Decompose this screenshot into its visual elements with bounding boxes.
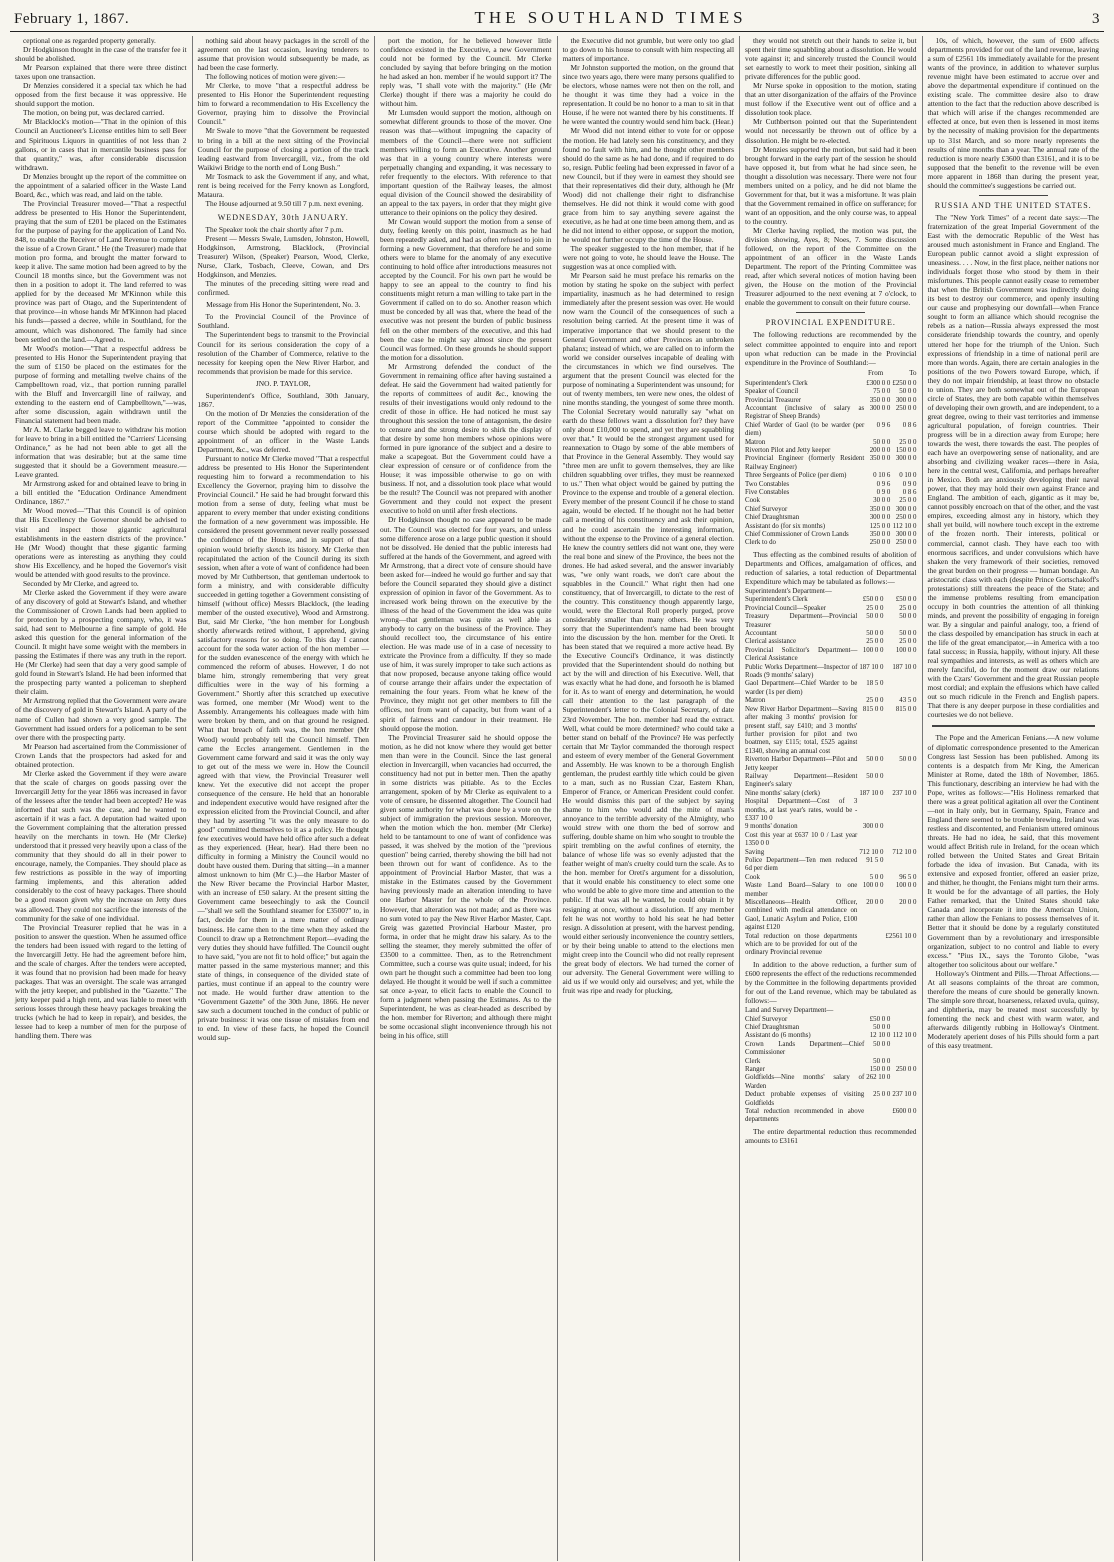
paragraph: Mr Nurse spoke in opposition to the motion, stating that an utter disorganization of the affairs of the Province must follow if the Executive went out of office and a dissolution took place. bbox=[745, 81, 917, 118]
table-amount: 50 0 0 bbox=[899, 756, 917, 764]
expenditure-table bbox=[745, 588, 917, 958]
table-item-label: Accountant (inclusive of salary as Registrar of Sheep Brands) bbox=[745, 404, 865, 421]
column-3 bbox=[375, 36, 558, 1561]
table-amount bbox=[890, 1041, 916, 1058]
table-row bbox=[745, 790, 917, 798]
table-row bbox=[745, 1024, 917, 1032]
table-amount bbox=[883, 588, 916, 596]
table-amount: 250 0 0 bbox=[895, 404, 917, 412]
expenditure-table bbox=[745, 1007, 917, 1125]
table-row bbox=[745, 497, 917, 505]
table-row bbox=[745, 1016, 917, 1024]
paragraph: The House adjourned at 9.50 till 7 p.m. next evening. bbox=[205, 198, 364, 208]
column-4 bbox=[558, 36, 741, 1561]
table-item-label: Goldfields—Nine months' salary of Warden bbox=[745, 1074, 865, 1090]
table-item-label: Gaol Department—Chief Warder to be warder (1s per diem) bbox=[745, 680, 858, 696]
table-amount: 200 0 0 bbox=[869, 446, 891, 454]
table-amount bbox=[857, 798, 883, 823]
table-amount: 300 0 0 bbox=[895, 531, 917, 538]
table-amount bbox=[890, 1074, 916, 1091]
paragraph: Dr Menzies supported the motion, but said had it been brought forward in the early part of the session he should have opposed it, but from what he had since seen, he thought a dissolution was necessary. There were not four members united on a policy, and he did not blame the Government for that, but it was a misfortune. It was plain that the Government remained in office on sufferance; for want of an opposition, and the only course was, to appeal to the country. bbox=[745, 144, 917, 226]
table-row bbox=[745, 630, 917, 638]
table-amount: 237 10 0 bbox=[892, 789, 917, 797]
paragraph: nothing said about heavy packages in the scroll of the agreement on the last occasion, leaving tenderers to assume that provision would subsequently be made, as had been the case formerly. bbox=[197, 36, 369, 73]
article-divider bbox=[932, 725, 1096, 727]
table-amount: 25 0 0 bbox=[899, 638, 917, 646]
table-item-label: Provincial Council—Speaker bbox=[745, 604, 826, 612]
paragraph: Mr Armstrong defended the conduct of the Government in remaining office after having sustained a defeat. He said the Government had waited patiently for the reports of committees of audit &c., knowing the results of their investigations would only redound to the credit of those in office. He had noticed he must say throughout this session the tone of antagonism, the desire to censure and the strong desire to shirk the display of that desire by some hon members whose opinions were formed in pure ignorance of the subject and a desire to make a scapegoat. But the Government could have a clear expression of censure or of confidence from the House; it was impossible otherwise to go on with business. If not, and a dissolution took place what would be the result? The Council was not prepared with another Government and they could not expect the present executive to hold on until after fresh elections. bbox=[380, 361, 552, 516]
paragraph: The entire departmental reduction thus recommended amounts to £3161 bbox=[745, 1126, 917, 1145]
table-item-label: Clerk bbox=[745, 1057, 761, 1065]
table-row bbox=[745, 1108, 917, 1125]
table-item-label: Ranger bbox=[745, 1065, 765, 1073]
table-amount: 350 0 0 bbox=[869, 455, 891, 463]
paragraph: Mr Blacklock's motion—"That in the opinion of this Council an Auctioneer's License entitles him to sell Beer and Spirituous Liquors in quantities of not less than 2 gallons, or in cases that in mercantile business pass for that quantity," was, after considerable discussion withdrawn. bbox=[15, 117, 187, 172]
table-amount: 43 5 0 bbox=[899, 697, 917, 705]
table-amount: 112 10 0 bbox=[892, 522, 917, 530]
table-amount: 25 0 0 bbox=[873, 1091, 891, 1099]
table-amount: 150 0 0 bbox=[869, 1065, 891, 1073]
table-row bbox=[745, 455, 917, 472]
table-amount: 187 10 0 bbox=[859, 663, 884, 671]
table-item-label: New River Harbor Department—Saving after making 3 months' provision for present staff, say £410; and 3 months' further provision for pilot and two boatmen, say £115; total, £525 against £1340, showing an annual cost bbox=[745, 705, 858, 755]
paragraph: Mr Cowan would support the motion from a sense of duty, feeling keenly on this point, inasmuch as he had been repeatedly asked, and had as often refused to join in forming a new Government, that therefore he and some others were to blame for the anomaly of any executive continuing to hold office after introductions measures not accepted by the Council. For his own part he would be happy to see an appeal to the country to find his constituents might return a man willing to take part in the Government if called on to do so. Another reason which must be conceded by all was that, where the head of the executive was not present the burden of public business fell on the other members of the executive, and this had been the case he might say almost since the present Council was formed. On these grounds he should support the motion for a dissolution. bbox=[380, 216, 552, 362]
table-row bbox=[745, 1032, 917, 1040]
table-item-label: Matron bbox=[745, 697, 766, 705]
table-amount: 815 0 0 bbox=[895, 705, 917, 713]
table-row bbox=[745, 1091, 917, 1108]
paragraph: Mr Cuthbertson pointed out that the Superintendent would not necessarily be thrown out of office by a dissolution. He might be re-elected. bbox=[745, 117, 917, 145]
paragraph: The "New York Times" of a recent date says:—The fraternization of the great Imperial Government of the East with the democratic Republic of the West has aroused much astonishment in France and England. The European public cannot avoid a slight expression of uneasiness. . . . Now, in the first place, neither nations nor individuals forget those who stood by them in their misfortunes. This people cannot easily cease to remember that when the British Government was indirectly doing its best to destroy our commerce, and openly insulting our cause and prophesying our downfall—when France sought to form an alliance which should recognise the rebels as a nation—Russia always expressed the most considerate friendship towards the country, and openly uttered her hope for the triumph of the Union. Such expressions of friendship in a time of national peril are more than words. Again, there are certain analogies in the positions of the two Powers toward Europe, which, if they do not impair friendship, at least throw no obstacle to union. They are both somewhat out of the European circle of States, they are both capable within themselves of developing their own growth, and are independent, to a great degree, owing to their vast territories and immense agricultural population, of foreign countries. Their progress will be in a direction away from Europe; here towards the west, there towards the east. The peoples of each have an overpowering sense of nationality, and are absorbing and civilizing weaker races—there in Asia, here in the central west, California, and perhaps hereafter in Mexico. Both are anxiously developing their naval power, that they may hold their own against France and England. The ambition of each, gigantic as it may be, cannot possibly encroach on that of the other, and the vast empires, exceeding almost any in history, which they shall yet build, will nowhere touch except in the extreme of the frozen north. Their interests, political or commercial, cannot clash. They have each too with enormous sacrifices, and under convulsions which have shaken the very framework of their societies, removed the great burden on their progress — human bondage. An aristocratic class with each (despite Prince Gortschakoff's protestations) still threatens the peace of the State; and the immense problems resulting from emancipation occupy in both countries the attention of all thinking minds, and prevent the possibility of engaging in foreign war. By a singular and painful analogy, too, a friend of the class despoiled by emancipation has struck in each at the life of the great emancipator,—in America with a too fatal success; in Russia, happily, without injury. All these real sympathies and interests, as well as others which are merely fanciful, do for the moment draw our relations with the Czars' Government and the great Russian people most cordial; and explain the effusions which have called out so much ridicule in the French and English papers. That there is any deeper purpose in these cordialities and courtesies we do not believe. bbox=[927, 212, 1099, 720]
table-item-label: Land and Survey Department— bbox=[745, 1007, 834, 1015]
table-amount: 25 0 0 bbox=[866, 604, 884, 612]
table-amount: 12 10 0 bbox=[869, 1032, 891, 1040]
table-amount: 0 8 6 bbox=[902, 488, 917, 496]
table-amount bbox=[890, 1058, 916, 1066]
table-amount: 20 0 0 bbox=[899, 899, 917, 907]
table-item-label: Public Works Department—Inspector of Roads (9 months' salary) bbox=[745, 663, 858, 680]
table-amount: 300 0 0 bbox=[895, 505, 917, 513]
table-item-label: Chief Warder of Gaol (to be warder (per diem) bbox=[745, 421, 865, 438]
table-row bbox=[745, 849, 917, 857]
table-amount: 0 9 0 bbox=[876, 488, 891, 496]
table-item-label: Chief Draughtsman bbox=[745, 514, 800, 522]
table-amount bbox=[857, 588, 883, 596]
table-amount: £50 0 0 bbox=[862, 596, 884, 604]
table-row bbox=[745, 882, 917, 899]
table-amount: 0 10 0 bbox=[899, 472, 917, 480]
paragraph: In addition to the above reduction, a further sum of £600 represents the effect of the reductions recommended by the Committee in the following departments provided for out of the Land revenue, which may be tabulated as follows:— bbox=[745, 959, 917, 1006]
table-item-label: Provincial Engineer (formerly Resident Railway Engineer) bbox=[745, 455, 865, 471]
expenditure-table bbox=[745, 380, 917, 548]
table-item-label: Clerical assistance bbox=[745, 638, 797, 646]
table-amount: 712 10 0 bbox=[892, 848, 917, 856]
table-amount: 100 0 0 bbox=[895, 646, 917, 654]
table-row bbox=[745, 874, 917, 882]
table-amount: 187 10 0 bbox=[892, 663, 917, 671]
table-amount bbox=[883, 773, 916, 790]
paragraph: The Speaker took the chair shortly after 7 p.m. bbox=[205, 224, 344, 234]
paragraph: Mr Swale to move "that the Government be requested to bring in a bill at the next sitting of the Provincial Council for the purpose of closing a portion of the track leading eastward from Invercargill, viz., from the old Waikiwi Bridge to the north end of Long Bush." bbox=[197, 126, 369, 172]
table-item-label: Total reduction recommended in above departments bbox=[745, 1107, 865, 1124]
newspaper-title: THE SOUTHLAND TIMES bbox=[474, 8, 747, 27]
paragraph: Mr Pearson said he must preface his remarks on the motion by stating he spoke on the subject with perfect impartiality, inasmuch as he had determined to resign immediately after the present session was over. He would now warn the Council of the consequences of such a resolution being carried. At the present time it was of imperative importance that we should present to the General Government and other Provinces an unbroken phalanx; instead of which, we are called on to inform the world we consider ourselves incapable of dealing with the circumstances in which we find ourselves. The argument that the present Council was elected for the purpose of nominating a Superintendent was unsound; for out of twenty members, ten were new ones, the oldest of nine months standing, the youngest of some three month. The Colonial Secretary would naturally say "what on earth do these fellows want a dissolution for? they have only about £10,000 to spend, and yet they are squabbling over that." It would be the strongest argument used for reannexation to Otago by some of the able members of that Province in the General Assembly. They would say "three men are unfit to govern themselves, they are like children squabbling over trifles, they must be reannexed to us." Then what object would be gained by putting the Province to the expense and trouble of a general election. Every member of the present Council if he chose to stand again, would be elected. If he thought not he had better call a meeting of his constituency and ask their opinion, and he could ascertain the interesting information, without the expense to the Province of a general election. He knew the country settlers did not want one, they were the real bone and sinew of the Province, the bees not the drones. He had asked several, and the answer invariably was, "we only want roads, we don't care about the squabbles in the Council." What right then had one constituency, that of Invercargill, to dictate to the rest of the country. This constituency though apparently large, would, were the Electoral Roll properly purged, prove considerably smaller than many others. He was very sorry that the Superintendent's name had been brought into the discussion by the hon. member for the Oreti. It has been stated that we required a more active head. By the Executive Council's Ordinance, it was distinctly provided that the Superintendent should do nothing but act by the will and direction of his Executive. Well, that was exactly what he had done, and forsooth he is blamed for it. As to want of energy and determination, he would call their attention to the last paragraph of the Superintendent's letter to the Colonial Secretary, of date 23rd November. The hon. member had read the extract. Well, what could be more determined? who could take a better stand on behalf of the Province? He was perfectly certain that Mr Taylor commanded the thorough respect and esteem of every member of the General Government and Assembly. He was known to be a thorough English gentleman, the prudest earthly title which could be given to a man, such as no Russian Czar, Eastern Khan, Emperor of France, or American President could confer. He would dismiss this part of the subject by saying shame to him who would add the mite of man's annoyance to the terrible adversity of the Almighty, who would strew with one thorn the bed of sorrow and suffering, double shame on him who sought to trouble the spirit trembling on the awful confines of eternity, the balance of whose life was so evenly adjusted that the feather weight of man's cruelty could turn the scale. As to the hon. member for Oreti's argument for a dissolution, that it would enable his constituency to elect some one who would be able to give more time and attention to the public. If that was all he wanted, he could obtain it by resigning at once, without a dissolution. If any member felt he was not worthy to hold his seat he had better resign. A dissolution at present, with the harvest pending, would either seriously inconvenience the country settlers, or by their being unable to attend to the elections men might creep into the Council who did not really represent the great body of electors. We had turned the corner of our adversity. The General Government were willing to aid us if we would only aid ourselves; and yet, while the fruit was ripe and ready for plucking, bbox=[562, 271, 734, 995]
table-row bbox=[745, 933, 917, 958]
table-row bbox=[745, 388, 917, 396]
paragraph: Mr Clerke having replied, the motion was put, the division showing, Ayes, 8; Noes, 7. Some discussion followed, on the report of the Committee on the appointment of an officer in the Waste Lands Department. The report of the Printing Committee was read, after which several notices of motion having been given, the House on the motion of the Provincial Treasurer adjourned to the next evening at 7 o'clock, to enable the government to consult on their future course. bbox=[745, 225, 917, 308]
table-amount: 100 0 0 bbox=[895, 882, 917, 890]
table-amount: 300 0 0 bbox=[895, 455, 917, 463]
table-item-label: Saving bbox=[745, 848, 765, 856]
paragraph: Mr Clerke asked the Government if they were aware of any discovery of gold at Stewart's Island, and whether the Commissioner of Crown Lands had been applied to for protection by a prospecting company, who, it was said, had sent to Melbourne a fine sample of gold. He asked this question for the general information of the Council. It might have some weight with the members in passing the Estimates if there was any truth in the report. He (Mr Clerke) had seen that day a very good sample of gold found in Stewart's Island. He had been informed that the prospecting party wanted a policeman to shepherd their claim. bbox=[15, 587, 187, 697]
table-row bbox=[745, 756, 917, 773]
table-amount: 250 0 0 bbox=[895, 1065, 917, 1073]
paragraph: Mr Johnston supported the motion, on the ground that since two years ago, there were many persons qualified to be electors, whose names were not then on the roll, and he thought it was time they had a voice in the representation. It could be no honor to a man to sit in that House, if he were not wanted there by his constituents. If he were wanted the country would send him back. (Hear.) bbox=[562, 63, 734, 127]
table-row bbox=[745, 638, 917, 646]
table-row bbox=[745, 647, 917, 664]
paragraph: The speaker suggested to the hon member, that if he were not going to vote, he should leave the House. The suggestion was at once complied with. bbox=[562, 244, 734, 272]
table-amount: 50 0 0 bbox=[866, 613, 884, 621]
paragraph: Mr Lumsden would support the motion, although on somewhat different grounds to those of the mover. One reason was that—without impugning the capacity of members of the Council—there were not sufficient members willing to form an Executive. Another ground was that in a young country where interests were perpetually changing and expanding, it was necessary to refer frequently to the electors. With reference to that important question of the Railway leases, the almost equal division of the Council showed the desirability of an appeal to the tax payers, in order that they might give utterance to their opinions on the policy they desired. bbox=[380, 108, 552, 217]
paragraph: The Pope and the American Fenians.—A new volume of diplomatic correspondence presented to the American Congress last Session has been published. Among its contents is a despatch from Mr King, the American Minister at Rome, dated the 18th of November, 1865. This functionary, describing an interview he had with the Pope, writes as follows:—"His Holiness remarked that there was a great political agitation all over the Continent—not in Italy only, but in Germany, Spain, France and England there seemed to be trouble brewing. Ireland was restless and discontented, and Fenianism uttered ominous threats. He had no idea, he said, that this movement would affect British rule in Ireland, for the ocean which rolled between the United States and Great Britain forbade the idea of invasion. But Canada, with its extensive and exposed frontier, offered an easier prize, and thither, he thought, the Fenians might turn their arms. It would be for the advantage of all parties, the Holy Father remarked, that the United States should take Canada and incorporate it into the American Union, rather than allow the Fenians to possess themselves of it. Better that it should be done by a regularly constituted Government than by a revolutionary and irresponsible organization, subject to no control and liable to every excess." "Pius IX., says the Toronto Globe, "was altogether too solicitous about our welfare." bbox=[927, 733, 1099, 969]
table-row bbox=[745, 447, 917, 455]
table-amount: 0 9 6 bbox=[876, 480, 891, 488]
table-amount: 112 10 0 bbox=[892, 1032, 917, 1040]
table-amount: 150 0 0 bbox=[895, 446, 917, 454]
table-amount: 30 0 0 bbox=[873, 497, 891, 505]
table-amount: 50 0 0 bbox=[873, 1023, 891, 1031]
paragraph: Mr Wood did not intend either to vote for or oppose the motion. He had lately seen his constituency, and they found no fault with him, and he thought other members should do the same as he had done, and if required to do so, resign. Public feeling had been expressed in favor of a new Council, but if they were in earnest they should see that their representatives did their duty, although he (Mr Wood) did not challenge their right to disfranchise themselves. He did not think it would come with good grace from him to say anything severe against the executive, as he had at one time been among them, and as he did not intend to either oppose, or support the motion, he would not further occupy the time of the House. bbox=[562, 126, 734, 245]
paragraph: Mr Wood moved—"That this Council is of opinion that His Excellency the Governor should be advised to visit and inspect those gigantic agricultural establishments in the eastern districts of the province." He (Mr Wood) thought that these gigantic farming operations were as interesting as anything they could show His Excellency, and he hoped the Governor's visit would be attended with good results to the province. bbox=[15, 506, 187, 579]
table-item-label: Superintendent's Clerk bbox=[745, 379, 808, 387]
table-item-label: Chief Surveyor bbox=[745, 505, 788, 513]
table-amount: £600 0 0 bbox=[892, 1107, 917, 1115]
table-amount bbox=[883, 680, 916, 697]
paragraph: Dr Hodgkinson thought in the case of the transfer fee it should be abolished. bbox=[15, 45, 187, 64]
paragraph: Mr Wood's motion—"That a respectful address be presented to His Honor the Superintendent praying that the sum of £150 be placed on the estimates for the purpose of forming and metalling twelve chains of the Campbelltown road, viz., that portion running parallel with the Bluff and Invercargill line of railway, and extending to the eastern end of Campbelltown,"—was, after some discussion, again withdrawn until the Financial statement had been made. bbox=[15, 343, 187, 425]
paragraph: To the Provincial Council of the Province of Southland. bbox=[197, 312, 369, 331]
table-amount: £50 0 0 bbox=[895, 596, 917, 604]
table-row bbox=[745, 1058, 917, 1066]
table-amount: 25 0 0 bbox=[899, 604, 917, 612]
column-5 bbox=[740, 36, 923, 1561]
table-amount: 0 9 0 bbox=[902, 480, 917, 488]
page-number: 3 bbox=[1092, 11, 1100, 27]
table-row bbox=[745, 531, 917, 539]
table-item-label: Superintendent's Department— bbox=[745, 588, 832, 595]
table-amount: 20 0 0 bbox=[866, 899, 884, 907]
table-row bbox=[745, 857, 917, 874]
table-amount: 350 0 0 bbox=[869, 505, 891, 513]
table-amount bbox=[883, 857, 916, 874]
table-item-label: Assistant do (for six months) bbox=[745, 522, 826, 530]
paragraph: Dr Hodgkinson thought no case appeared to be made out. The Council was elected for four years, and unless some difference arose on a large public question it should not be dissolved. He denied that the public interests had suffered at the hands of the Government, and agreed with Mr Armstrong, that a direct vote of censure should have been asked for—indeed he would go further and say that before the Council separated they should give a distinct expression of opinion in favor of the Government. As to increased work being thrown on the executive by the illness of the head of the Government the idea was quite wrong—that gentleman was quite as well able as anybody to carry on the business of the Province. They should recollect too, the circumstance of his entire election. He was made use of in a case of necessity to extricate the Province from a difficulty. If they so made use of him, it was surely improper to take such actions as that now proposed, because anyone taking office would of course arrange their affairs under the expectation of remaining the four years. From what he knew of the Province, they might not get other members to fill the offices, not from want of capacity, but from want of a spirit of fairness and candour in their treatment. He should oppose the motion. bbox=[380, 515, 552, 733]
table-item-label: Speaker of Council bbox=[745, 388, 799, 396]
table-amount bbox=[883, 832, 916, 849]
table-amount: 237 10 0 bbox=[892, 1091, 917, 1099]
paragraph: Mr Pearson explained that there were three distinct taxes upon one transaction. bbox=[15, 63, 187, 82]
table-amount: 0 10 6 bbox=[873, 472, 891, 480]
table-item-label: Treasury Department—Provincial Treasurer bbox=[745, 613, 858, 629]
table-item-label: Deduct probable expenses of visiting Goldfields bbox=[745, 1091, 865, 1107]
column-1 bbox=[10, 36, 193, 1561]
table-row bbox=[745, 605, 917, 613]
paragraph: Seconded by Mr Clerke, and agreed to. bbox=[23, 578, 139, 588]
columns-container bbox=[10, 36, 1104, 1561]
table-item-label: Chief Surveyor bbox=[745, 1015, 788, 1023]
table-row bbox=[745, 1074, 917, 1091]
paragraph: port the motion, for he believed however little confidence existed in the Executive, a new Government could not be formed by the Council. Mr Clerke concluded by saying that before bringing on the motion he had asked an hon. member if he would support it? The reply was, "I shall vote with the majority." (He (Mr Clerke) thought if there was a majority he could do without him. bbox=[380, 36, 552, 109]
table-amount: 18 5 0 bbox=[866, 680, 884, 688]
table-row bbox=[745, 798, 917, 823]
table-amount: 815 0 0 bbox=[862, 705, 884, 713]
table-row bbox=[745, 697, 917, 705]
table-row bbox=[745, 773, 917, 790]
table-amount: 262 10 0 bbox=[866, 1074, 891, 1082]
table-amount: 350 0 0 bbox=[869, 396, 891, 404]
table-item-label: Provincial Treasurer bbox=[745, 396, 802, 404]
table-amount: 250 0 0 bbox=[895, 539, 917, 547]
table-item-label: Five Constables bbox=[745, 488, 790, 496]
section-heading: WEDNESDAY, 30th JANUARY. bbox=[217, 212, 349, 222]
table-amount bbox=[890, 1024, 916, 1032]
table-item-label: Police Department—Ten men reduced 6d per diem bbox=[745, 857, 858, 873]
table-amount: £50 0 0 bbox=[869, 1015, 891, 1023]
table-row bbox=[745, 664, 917, 681]
table-amount: 50 0 0 bbox=[899, 630, 917, 638]
column-6 bbox=[923, 36, 1105, 1561]
table-amount: 50 0 0 bbox=[866, 772, 884, 780]
table-amount: 25 0 0 bbox=[899, 497, 917, 505]
sub-heading: Message from His Honor the Superintendent, No. 3. bbox=[206, 300, 361, 310]
paragraph: The motion, on being put, was declared carried. bbox=[23, 108, 165, 118]
table-row bbox=[745, 832, 917, 849]
table-item-label: Cook bbox=[745, 873, 760, 881]
table-amount: 712 10 0 bbox=[859, 848, 884, 856]
table-header bbox=[745, 369, 917, 378]
section-divider bbox=[796, 312, 865, 313]
paragraph: Dr Menzies brought up the report of the committee on the appointment of a salaried officer in the Waste Land Board, &c., which was read, and laid on the table. bbox=[15, 171, 187, 199]
table-header-cell: To bbox=[909, 368, 917, 377]
table-amount: 50 0 0 bbox=[873, 438, 891, 446]
paragraph: The minutes of the preceding sitting were read and confirmed. bbox=[197, 279, 369, 298]
table-item-label: Total reduction on those departments which are to be provided for out of the ordinary Provincial revenue bbox=[745, 932, 858, 957]
table-amount: 50 0 0 bbox=[873, 1040, 891, 1048]
table-item-label: Accountant bbox=[745, 630, 777, 638]
sub-heading: JNO. P. TAYLOR, bbox=[255, 378, 311, 388]
issue-date: February 1, 1867. bbox=[14, 11, 130, 27]
table-row bbox=[745, 539, 917, 547]
table-item-label: Clerk to do bbox=[745, 539, 777, 547]
table-row bbox=[745, 823, 917, 831]
table-amount bbox=[883, 823, 916, 831]
table-row bbox=[745, 380, 917, 388]
paragraph: Superintendent's Office, Southland, 30th January, 1867. bbox=[197, 390, 369, 409]
table-row bbox=[745, 596, 917, 604]
table-row bbox=[745, 613, 917, 630]
paragraph: Mr Tosmack to ask the Government if any, and what, rent is being received for the Ferry known as Longford, Mataura. bbox=[197, 171, 369, 199]
table-amount: 0 8 6 bbox=[902, 421, 917, 429]
table-row bbox=[745, 706, 917, 756]
paragraph: they would not stretch out their hands to seize it, but spent their time squabbling about a dissolution. He would vote against it; and sincerely trusted the Council would set earnestly to work to meet their position, sinking all private differences for the public good. bbox=[745, 36, 917, 82]
table-item-label: 9 months' donation bbox=[745, 823, 798, 831]
table-amount bbox=[857, 832, 883, 849]
table-item-label: Hospital Department—Cost of 3 months, at last year's rates, would be - £337 10 0 bbox=[745, 798, 858, 822]
paragraph: Mr Pearson had ascertained from the Commissioner of Crown Lands that the prospectors had asked for and obtained protection. bbox=[15, 741, 187, 769]
table-item-label: Waste Land Board—Salary to one member bbox=[745, 882, 858, 898]
masthead bbox=[10, 6, 1104, 32]
table-item-label: Provincial Solicitor's Department—Clerical Assistance bbox=[745, 646, 858, 663]
table-row bbox=[745, 514, 917, 522]
table-amount: 25 0 0 bbox=[866, 638, 884, 646]
table-item-label: Three Sergeants of Police (per diem) bbox=[745, 472, 847, 480]
table-amount bbox=[864, 1007, 890, 1015]
table-row bbox=[745, 899, 917, 933]
paragraph: Mr Clerke asked the Government if they were aware that the scale of charges on goods passing over the Invercargill Jetty for the year 1866 was increased in favor of the lessees after the tender had been accepted? He was informed that such was the case, and he wanted to ascertain if it was a fact. A deputation had waited upon the Government complaining that the alteration pressed heavily on the merchants in town. He (Mr Clerke) understood that it pressed very heavily upon a class of the community that they should do all in their power to encourage, namely, the Companies. They should place as few restrictions as possible in the way of importing farming implements, and this alteration added considerably to the cost of heavy packages. There should be a good reason given why the increase on Jetty dues was allowed. They could not sacrifice the interests of the community for the sake of one individual. bbox=[15, 768, 187, 923]
table-amount: 50 0 0 bbox=[866, 756, 884, 764]
table-amount: 25 0 0 bbox=[899, 438, 917, 446]
paragraph: Present — Messrs Swale, Lumsden, Johnston, Howell, Hodgkinson, Armstrong, Blacklock, (Provincial Treasurer) Wilson, (Speaker) Pearson, Wood, Clerke, Nurse, Clark, Tosbach, Cleeve, Cowan, and Drs Hodgkinson, and Menzies. bbox=[197, 233, 369, 280]
table-row bbox=[745, 472, 917, 480]
table-amount: 50 0 0 bbox=[899, 388, 917, 396]
table-item-label: Crown Lands Department—Chief Commissioner bbox=[745, 1040, 865, 1057]
paragraph: ceptional one as regarded property generally. bbox=[23, 36, 156, 45]
section-divider bbox=[979, 195, 1048, 196]
table-amount: 187 10 0 bbox=[859, 789, 884, 797]
table-amount: 0 9 6 bbox=[876, 421, 891, 429]
table-amount: 100 0 0 bbox=[862, 882, 884, 890]
paragraph: 10s, of which, however, the sum of £600 affects departments provided for out of the land revenue, leaving a sum of £2561 10s immediately available for the present wants of the province, in addition to whatever surplus revenue might have been estimated to accrue over and above the departmental expenditure if continued on the existing scale. The committee desire also to draw attention to the fact that the reduction above described is that which will arise if the changes recommended are effected at once, but even then is lessened in most items by the necessity of making provision for the departments up to 31st March, and so more nearly represents the results of nine months than a year. The annual rate of the reduction is more nearly £3600 than £3161, and it is to be supposed that the benefit to the revenue will be even more apparent in 1868 than during the present year, should the committee's suggestions be carried out. bbox=[927, 36, 1099, 190]
paragraph: On the motion of Dr Menzies the consideration of the report of the Committee "appointed to consider the course which should be adopted with regard to the appointment of an officer in the Waste Lands Department, &c., was deferred. bbox=[197, 408, 369, 455]
table-item-label: Riverton Pilot and Jetty keeper bbox=[745, 446, 831, 454]
table-amount: 300 0 0 bbox=[862, 823, 884, 831]
table-item-label: Chief Draughtsman bbox=[745, 1023, 800, 1031]
table-amount: 125 0 0 bbox=[869, 522, 891, 530]
table-amount: 350 0 0 bbox=[869, 531, 891, 538]
column-2 bbox=[193, 36, 376, 1561]
paragraph: Pursuant to notice Mr Clerke moved "That a respectful address be presented to His Honor the Superintendent requesting him to forward a recommendation to his Excellency the Governor, praying him to dissolve the Provincial Council." He said he had brought forward this motion from a sense of duty, feeling what must be apparent to every member that under existing conditions the formation of a new government was impossible. He considered the present government never really possessed the confidence of the House, and in support of that opinion would briefly sketch its history. Mr Clerke then recapitulated the action of the Council during its sixth session, when after a vote of want of confidence had been moved by Mr Cuthbertson, that gentleman undertook to form a ministry, and with considerable difficulty succeeded in getting together a Government consisting of himself (without office) Messrs Blacklock, (the leading member of the ousted executive), Wood and Armstrong. But, said Mr Clerke, "the hon member for Longbush shortly afterwards retired without, I apprehend, giving satisfactory reasons for so doing. To this day I cannot account for the soda water action of the hon member — for the sudden evanescence of the energy with which he commenced the reform of abuses. However, I do not blame him, strongly remembering that very great difficulties were in the way of his forming a Government." Shortly after this scratched up executive was formed, one member (Mr Wood) went to the Assembly. Arrangements his colleagues made with him were broken by them, and on that ground he resigned. What that breach of faith was, the hon member (Mr Wood) would probably tell the Council himself. Then came the Eccles arrangement. Gentlemen in the Government came forward and said it was the only way to get out of the mess we were in. How the Council agreed with that view, the Provincial Treasurer well knew. Yet the executive did not accept the proper consequence of the censure. He held that an honorable and independent executive would have resigned after the expression elicited from the Provincial Council, and after they had by asserting "it was the only measure to do good" committed themselves to it as a policy. He thought few executives would have held office after such a defeat as they experienced. (Hear, hear). Had there been no difficulty in forming a Ministry the Council would no doubt have ousted them. During that sitting—in a manner almost unknown to him (Mr C.)—the Harbor Master of the New River became the Provincial Harbor Master, with an increase of £50 salary. At the present sitting the Government came beseechingly to ask the Council—"shall we sell the Southland steamer for £3500?" to, in fact, decide for them in a mere matter of ordinary business. He came then to the time when they asked the Council to draw up a Retrenchment Report—evading the very duties they should have fulfilled. The Council ought to have said, "you are not fit to hold office;" but again the matter passed in the same mysterious manner; and this state of things, in consequence of the divided state of parties, must continue if an appeal to the country were not made. He would further draw attention to the "Government Gazette" of the 30th June, 1866. He never saw such a document touched in the conduct of public or private business: it was one tissue of mistakes from end to end. In view of these facts, he hoped the Council would sup- bbox=[197, 454, 369, 1043]
table-amount: £250 0 0 bbox=[892, 379, 917, 387]
table-amount: 96 5 0 bbox=[899, 873, 917, 881]
table-item-label: Cook bbox=[745, 497, 760, 505]
section-heading: PROVINCIAL EXPENDITURE. bbox=[765, 318, 896, 328]
table-row bbox=[745, 588, 917, 596]
table-item-label: Cost this year at £637 10 0 / Last year 1350 0 0 bbox=[745, 831, 858, 848]
paragraph: The following notices of motion were given:— bbox=[205, 72, 346, 82]
table-amount: 100 0 0 bbox=[862, 646, 884, 654]
table-amount: 50 0 0 bbox=[866, 630, 884, 638]
table-amount: 300 0 0 bbox=[869, 404, 891, 412]
table-amount: 5 0 0 bbox=[869, 873, 884, 881]
table-amount: £2561 10 0 bbox=[885, 932, 917, 940]
table-row bbox=[745, 422, 917, 439]
paragraph: Mr A. M. Clarke begged leave to withdraw his motion for leave to bring in a bill entitled the "Carriers' Licensing Ordinance," as he had not been able to get all the information that was desirable; but at the same time suggested that it should be a Government measure.—Leave granted. bbox=[15, 425, 187, 480]
table-row bbox=[745, 489, 917, 497]
table-amount bbox=[890, 1007, 916, 1015]
table-amount: 50 0 0 bbox=[899, 613, 917, 621]
table-row bbox=[745, 506, 917, 514]
table-item-label: Railway Department—Resident Engineer's salary bbox=[745, 772, 858, 789]
table-amount: 91 5 0 bbox=[866, 857, 884, 864]
table-row bbox=[745, 405, 917, 422]
paragraph: The Provincial Treasurer replied that he was in a position to answer the question. When he assumed office the tenders had been issued with regard to the letting of the Invercargill Jetty. He had the agreement before him, and the scale of charges. After the tenders were accepted, it was found that no provision had been made for heavy packages. That was an oversight. The scale was arranged with the jetty keeper, and published in the "Gazette." The jetty keeper paid a high rent, and was liable to meet with serious losses through these heavy packages breaking the trucks (which he had to keep in repair), and besides, the lessee had to keep a number of men for the purpose of handling them. There was bbox=[15, 922, 187, 1041]
table-row bbox=[745, 523, 917, 531]
paragraph: Mr Clerke, to move "that a respectful address be presented to His Honor the Superintendent requesting him to forward a recommendation to His Excellency the Governor, praying him to dissolve the Provincial Council." bbox=[197, 81, 369, 127]
table-item-label: Two Constables bbox=[745, 480, 790, 488]
paragraph: Dr Menzies considered it a special tax which he had opposed from the first because it was oppressive. He should support the motion. bbox=[15, 81, 187, 109]
table-item-label: Riverton Harbor Department—Pilot and Jetty keeper bbox=[745, 756, 858, 772]
table-amount bbox=[857, 933, 883, 958]
table-row bbox=[745, 1066, 917, 1074]
table-amount: 250 0 0 bbox=[895, 514, 917, 522]
table-item-label: Miscellaneous—Health Officer, combined with medical attendance on Gaol, Lunatic Asylum and Police, £100 against £120 bbox=[745, 899, 858, 932]
table-amount: 75 0 0 bbox=[873, 388, 891, 396]
table-item-label: Superintendent's Clerk bbox=[745, 596, 808, 604]
table-amount: 50 0 0 bbox=[873, 1057, 891, 1065]
paragraph: The following reductions are recommended by the select committee appointed to enquire into and report upon what reduction can be made in the Provincial expenditure in the Province of Southland:— bbox=[745, 330, 917, 367]
table-amount: £300 0 0 bbox=[866, 379, 891, 387]
table-row bbox=[745, 397, 917, 405]
paragraph: the Executive did not grumble, but were only too glad to go down to his house to consult with him respecting all matters of importance. bbox=[562, 36, 734, 64]
table-amount bbox=[883, 798, 916, 823]
table-item-label: Matron bbox=[745, 438, 766, 446]
paragraph: The Provincial Treasurer moved—"That a respectful address be presented to His Honor the Superintendent, praying that the sum of £201 be placed on the Estimates for the purpose of paying for the application of Land No. 848, to enable the Receiver of Land Revenue to complete the issue of a Crown Grant." He (the Treasurer) made that motion pro forma, and brought the matter forward to keep it alive. The same motion had been agreed to by the Council 18 months since, but the Government was not then in a position to adopt it. The land referred to was applied for by the deceased Mr M'Kinnon while this province was part of Otago, and the Superintendent of that province—in whose hands Mr M'Kinnon had placed his funds—passed a decree, while in Southland, for the amount, which was dishonored. The family had since been settled on the land.—Agreed to. bbox=[15, 198, 187, 344]
table-amount bbox=[890, 1016, 916, 1024]
table-amount: 250 0 0 bbox=[869, 539, 891, 547]
table-row bbox=[745, 680, 917, 697]
section-heading: RUSSIA AND THE UNITED STATES. bbox=[934, 200, 1092, 210]
paragraph: Holloway's Ointment and Pills.—Throat Affections.—At all seasons complaints of the throat are common, therefore the means of cure should be generally known. The simple sore throat, hoarseness, relaxed uvula, quinsy, and diphtheria, may be treated most successfully by fomenting the neck and chest with warm water, and afterwards diligently rubbing in Holloway's Ointment. Moderately aperient doses of his Pills should form a part of this easy treatment. bbox=[927, 968, 1099, 1051]
table-row bbox=[745, 481, 917, 489]
table-row bbox=[745, 439, 917, 447]
table-amount: 300 0 0 bbox=[869, 514, 891, 522]
paragraph: The Superintendent begs to transmit to the Provincial Council for its serious consideration the copy of a resolution of the Chamber of Commerce, relative to the necessity for keeping open the New River Harbor, and recommends that provision be made for this service. bbox=[197, 330, 369, 376]
table-amount: 300 0 0 bbox=[895, 396, 917, 404]
table-amount bbox=[864, 1108, 890, 1125]
table-amount: 25 0 0 bbox=[866, 697, 884, 705]
table-row bbox=[745, 1041, 917, 1058]
paragraph: Thus effecting as the combined results of abolition of Departments and Offices, amalgamation of offices, and reduction of salaries, a total reduction of Departmental Expenditure which may be tabulated as follows:— bbox=[745, 549, 917, 586]
paragraph: Mr Armstrong asked for and obtained leave to bring in a bill entitled the "Education Ordinance Amendment Ordinance, 1867." bbox=[15, 479, 187, 507]
table-item-label: Assistant do (6 months) bbox=[745, 1032, 811, 1040]
table-item-label: Chief Commissioner of Crown Lands bbox=[745, 531, 849, 538]
paragraph: The Provincial Treasurer said he should oppose the motion, as he did not know where they would get better men than were in the Council. Since the last general election in Invercargill, when vacancies had occurred, the constituency had not put in better men. Then the apathy in some districts was pitiable. As to the Eccles arrangement, spoken of by Mr Clerke as equivalent to a vote of censure, he dissented altogether. The Council had given some authority for what was done by a vote on the subject of immigration the previous session. Moreover, when the motion which the hon. member (Mr Clerke) held to be tantamount to one of want of confidence was passed, it was shelved by the motion of the "previous question" being carried, thereby showing the bill had not been thrown out for want of confidence. As to the appointment of Provincial Harbor Master, that was a mistake in the Estimates caused by the Government having previously made an alteration intending to have one Harbor Master for the whole of the Province. However, that alteration was not made; and as there was no sum voted to pay the New River Harbor Master, Capt. Greig was gazetted Provincial Harbour Master, pro forma, in order that he might draw his salary. As to the selling the steamer, they merely submitted the offer of £3500 to a committee. Then, as to the Retrenchment Committee, such a course was quite usual; indeed, for his own part he thought such a committee had been too long delayed. He thought it would be well if such a committee sat once a-year, to elicit facts to enable the Council to form a judgment when passing the Estimates. As to the Superintendent, he was as clear-headed as described by the hon. member for Riverton; and although there might be some occasional slight inconvenience through his not being in his office, still bbox=[380, 732, 552, 1041]
table-header-cell: From bbox=[868, 368, 884, 377]
table-row bbox=[745, 1007, 917, 1015]
paragraph: Mr Armstrong replied that the Government were aware of the discovery of gold in Stewart's Island. A party of the name of Cullen had shown a very good sample. The Government had issued orders for a policeman to be sent over there with the prospecting party. bbox=[15, 696, 187, 742]
table-item-label: Nine months' salary (clerk) bbox=[745, 789, 820, 797]
